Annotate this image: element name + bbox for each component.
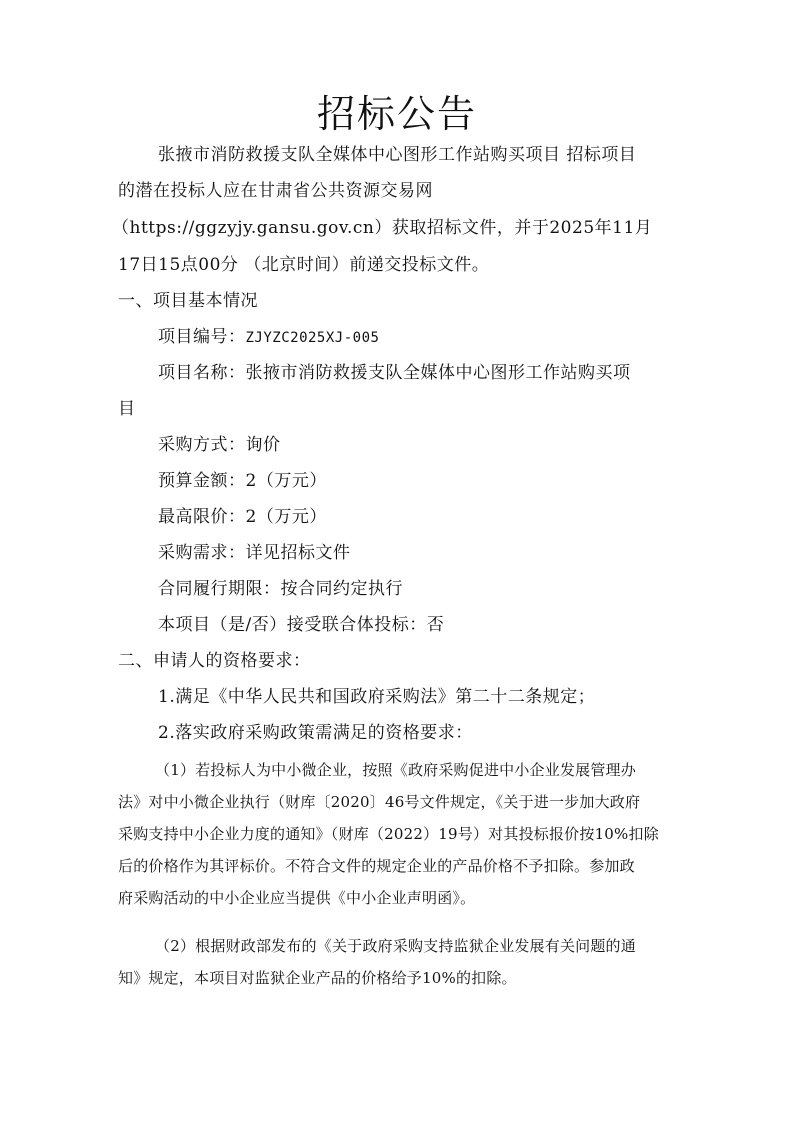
project-number-value: ZJYZC2025XJ-005 [245, 330, 380, 346]
intro-line-2: 的潜在投标人应在甘肃省公共资源交易网 [118, 181, 433, 201]
budget-amount: 预算金额：2（万元） [158, 471, 327, 491]
policy-paragraph-1-line: 后的价格作为其评标价。不符合文件的规定企业的产品价格不予扣除。参加政 [118, 857, 635, 875]
procurement-method: 采购方式：询价 [158, 435, 281, 455]
section-2-heading: 二、申请人的资格要求： [118, 651, 311, 671]
section-1-heading: 一、项目基本情况 [118, 291, 258, 311]
contract-period: 合同履行期限：按合同约定执行 [158, 579, 403, 599]
qualification-item-1: 1.满足《中华人民共和国政府采购法》第二十二条规定； [158, 687, 596, 707]
intro-line-1: 张掖市消防救援支队全媒体中心图形工作站购买项目 招标项目 [158, 145, 637, 165]
consortium-bidding: 本项目（是/否）接受联合体投标：否 [158, 615, 445, 635]
page-title: 招标公告 [316, 92, 477, 136]
max-price: 最高限价：2（万元） [158, 507, 327, 527]
intro-line-3: （https://ggzyjy.gansu.gov.cn）获取招标文件，并于2025年11月 [112, 218, 653, 238]
policy-paragraph-1-line: 法》对中小微企业执行（财库〔2020〕46号文件规定，《关于进一步加大政府 [118, 793, 641, 811]
project-name-line-1: 项目名称：张掖市消防救援支队全媒体中心图形工作站购买项 [158, 363, 631, 383]
policy-paragraph-1-line: （1）若投标人为中小微企业，按照《政府采购促进中小企业发展管理办 [155, 761, 636, 779]
intro-line-4: 17日15点00分 （北京时间）前递交投标文件。 [118, 255, 490, 275]
procurement-requirement: 采购需求：详见招标文件 [158, 543, 351, 563]
policy-paragraph-1-line: 采购支持中小企业力度的通知》（财库（2022）19号）对其投标报价按10%扣除 [118, 825, 659, 843]
policy-paragraph-1-line: 府采购活动的中小企业应当提供《中小企业声明函》。 [118, 889, 476, 907]
policy-paragraph-2-line: （2）根据财政部发布的《关于政府采购支持监狱企业发展有关问题的通 [155, 937, 636, 955]
project-number [158, 325, 379, 350]
project-number-label: 项目编号： [158, 327, 246, 347]
qualification-item-2: 2.落实政府采购政策需满足的资格要求： [158, 723, 473, 743]
project-name-line-2: 目 [118, 399, 136, 419]
policy-paragraph-2-line: 知》规定，本项目对监狱企业产品的价格给予10%的扣除。 [118, 969, 517, 987]
